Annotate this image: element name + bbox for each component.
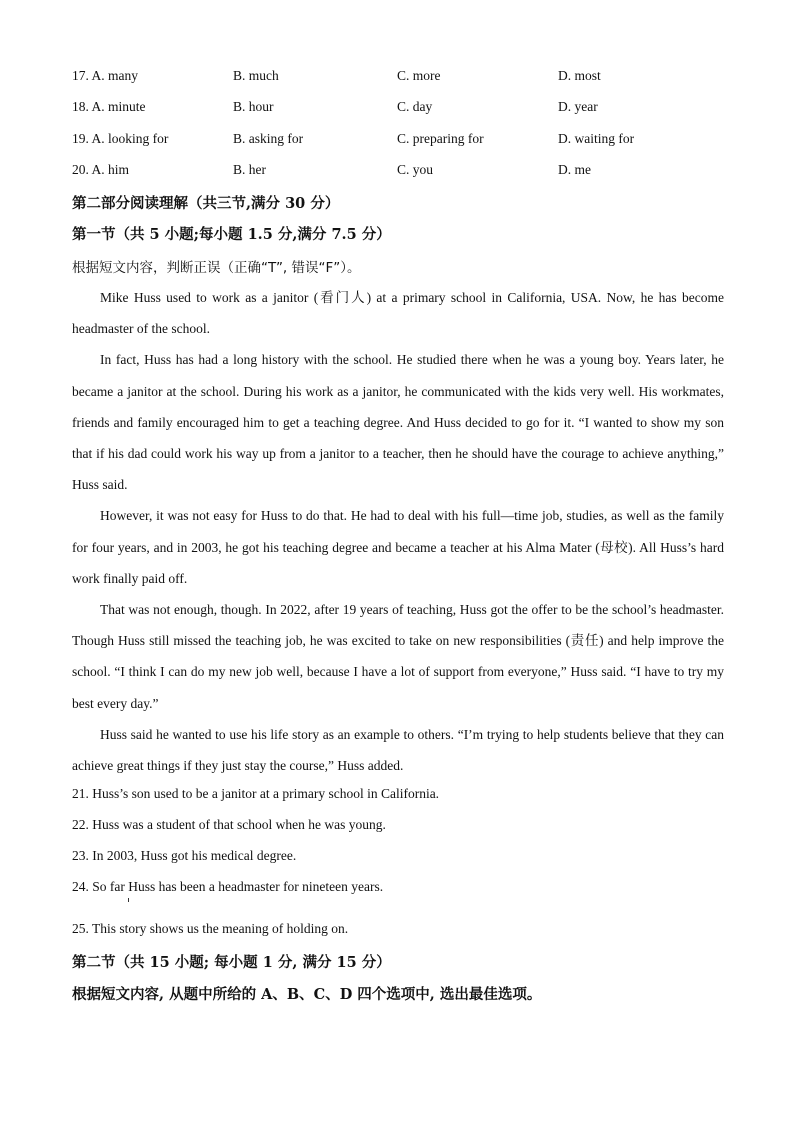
question-21: 21. Huss’s son used to be a janitor at a primary school in California. xyxy=(72,786,440,801)
option-a: 18. A. minute xyxy=(72,99,146,114)
question-22: 22. Huss was a student of that school when he was young. xyxy=(72,817,386,832)
section2-instruction: 根据短文内容, 从题中所给的 A、B、C、D 四个选项中, 选出最佳选项。 xyxy=(72,986,542,1003)
section1-instruction: 根据短文内容，判断正误（正确“T”, 错误“F”）。 xyxy=(72,260,361,276)
option-c: C. day xyxy=(397,99,433,114)
passage-paragraph: However, it was not easy for Huss to do that. He had to deal with his full—time job, studies, as well as the family for four years, and in 2003, he got his teaching degree and became a teacher at his Alma Mater (母校). All Huss’s hard work finally paid off. xyxy=(72,508,724,586)
question-24: 24. So far Huss has been a headmaster for nineteen years. xyxy=(72,879,384,894)
stray-mark xyxy=(128,898,129,902)
option-a: 20. A. him xyxy=(72,162,130,177)
passage-paragraph: In fact, Huss has had a long history with the school. He studied there when he was a young boy. Years later, he became a janitor at the school. During his work as a janitor, he communicated with the kids very well. His workmates, friends and family encouraged him to get a teaching degree. And Huss decided to go for it. “I wanted to show my son that if his dad could work his way up from a janitor to a teacher, then he should have the courage to achieve anything,” Huss said. xyxy=(72,352,724,493)
section2-heading: 第二节（共 15 小题; 每小题 1 分, 满分 15 分） xyxy=(72,954,391,971)
option-row-20 xyxy=(72,162,752,182)
question-23: 23. In 2003, Huss got his medical degree. xyxy=(72,848,297,863)
question-25: 25. This story shows us the meaning of holding on. xyxy=(72,921,349,936)
option-d: D. waiting for xyxy=(558,131,635,146)
passage-paragraph: That was not enough, though. In 2022, after 19 years of teaching, Huss got the offer to be the school’s headmaster. Though Huss still missed the teaching job, he was excited to take on new responsibilities (责任) and help improve the school. “I think I can do my new job well, because I have a lot of support from everyone,” Huss said. “I have to try my best every day.” xyxy=(72,602,724,711)
reading-passage xyxy=(72,282,724,781)
option-d: D. me xyxy=(558,162,591,177)
option-b: B. asking for xyxy=(233,131,304,146)
option-c: C. more xyxy=(397,68,441,83)
option-row-19 xyxy=(72,131,752,151)
passage-paragraph: Mike Huss used to work as a janitor (看门人) at a primary school in California, USA. Now, he has become headmaster of the school. xyxy=(72,290,724,337)
passage-paragraph: Huss said he wanted to use his life story as an example to others. “I’m trying to help students believe that they can achieve great things if they just stay the course,” Huss added. xyxy=(72,726,724,774)
option-d: D. most xyxy=(558,68,601,83)
option-row-17 xyxy=(72,68,752,88)
option-c: C. preparing for xyxy=(397,131,484,146)
option-b: B. her xyxy=(233,162,266,177)
option-a: 17. A. many xyxy=(72,68,138,83)
option-b: B. hour xyxy=(233,99,274,114)
option-b: B. much xyxy=(233,68,279,83)
section1-heading: 第一节（共 5 小题;每小题 1.5 分,满分 7.5 分） xyxy=(72,226,391,243)
option-c: C. you xyxy=(397,162,434,177)
option-a: 19. A. looking for xyxy=(72,131,169,146)
option-row-18 xyxy=(72,99,752,119)
part2-heading: 第二部分阅读理解（共三节,满分 30 分） xyxy=(72,195,340,212)
option-d: D. year xyxy=(558,99,598,114)
